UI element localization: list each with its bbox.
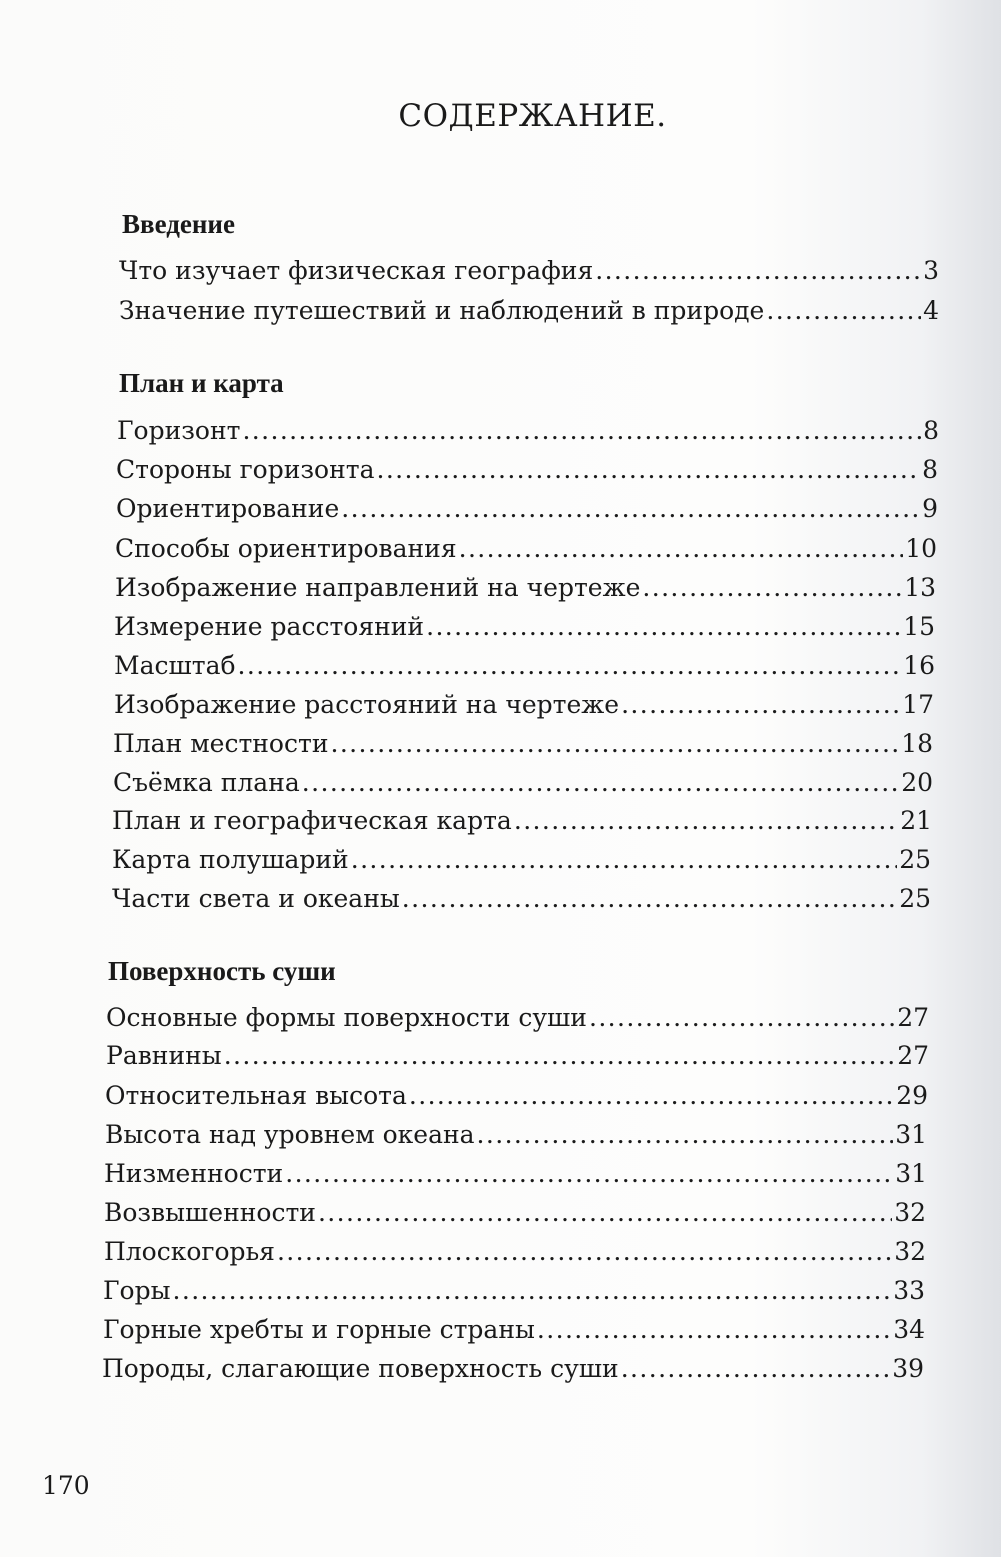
dot-leader bbox=[409, 1081, 894, 1110]
toc-entry bbox=[116, 455, 938, 484]
dot-leader bbox=[330, 729, 899, 758]
entry-title: Изображение расстояний на чертеже bbox=[114, 690, 620, 719]
dot-leader bbox=[242, 416, 921, 445]
toc-entry bbox=[103, 1315, 925, 1344]
entry-page-number: 31 bbox=[895, 1120, 927, 1149]
entry-page-number: 18 bbox=[901, 729, 933, 758]
entry-title: Съёмка плана bbox=[113, 768, 300, 797]
entry-page-number: 34 bbox=[893, 1315, 925, 1344]
entry-page-number: 8 bbox=[922, 455, 938, 484]
entry-title: Части света и океаны bbox=[112, 884, 400, 913]
entry-title: Изображение направлений на чертеже bbox=[115, 573, 641, 602]
page-title: СОДЕРЖАНИЕ. bbox=[398, 98, 667, 134]
entry-title: Что изучает физическая география bbox=[119, 256, 594, 285]
entry-title: Основные формы поверхности суши bbox=[106, 1003, 587, 1032]
entry-title: Низменности bbox=[104, 1159, 284, 1188]
toc-entry bbox=[106, 1041, 929, 1070]
dot-leader bbox=[402, 884, 897, 913]
entry-title: Породы, слагающие поверхность суши bbox=[102, 1354, 619, 1383]
entry-title: Горы bbox=[103, 1276, 171, 1305]
toc-entry bbox=[104, 1237, 926, 1266]
entry-page-number: 15 bbox=[903, 612, 935, 641]
dot-leader bbox=[642, 573, 902, 602]
toc-entry bbox=[114, 690, 934, 719]
entry-page-number: 27 bbox=[897, 1041, 929, 1070]
toc-entry bbox=[113, 768, 933, 797]
entry-title: Плоскогорья bbox=[104, 1237, 275, 1266]
entry-page-number: 32 bbox=[894, 1198, 926, 1227]
entry-page-number: 25 bbox=[899, 845, 931, 874]
dot-leader bbox=[766, 296, 921, 325]
toc-entry bbox=[114, 612, 935, 641]
entry-page-number: 17 bbox=[902, 690, 934, 719]
dot-leader bbox=[302, 768, 899, 797]
entry-page-number: 10 bbox=[905, 534, 937, 563]
toc-entry bbox=[119, 296, 939, 325]
entry-title: Горные хребты и горные страны bbox=[103, 1315, 535, 1344]
entry-page-number: 39 bbox=[892, 1354, 924, 1383]
toc-entry bbox=[112, 884, 931, 913]
page-number: 170 bbox=[42, 1471, 90, 1500]
entry-page-number: 21 bbox=[900, 806, 932, 835]
dot-leader bbox=[426, 612, 901, 641]
entry-title: Способы ориентирования bbox=[115, 534, 457, 563]
entry-page-number: 8 bbox=[923, 416, 939, 445]
dot-leader bbox=[224, 1041, 896, 1070]
dot-leader bbox=[173, 1276, 892, 1305]
dot-leader bbox=[277, 1237, 892, 1266]
section-heading: План и карта bbox=[119, 368, 284, 398]
toc-entry bbox=[105, 1081, 928, 1110]
toc-entry bbox=[104, 1159, 927, 1188]
toc-entry bbox=[117, 416, 939, 445]
entry-page-number: 13 bbox=[904, 573, 936, 602]
dot-leader bbox=[537, 1315, 891, 1344]
toc-entry bbox=[103, 1276, 925, 1305]
dot-leader bbox=[589, 1003, 895, 1032]
dot-leader bbox=[318, 1198, 892, 1227]
entry-page-number: 4 bbox=[923, 296, 939, 325]
entry-title: Ориентирование bbox=[116, 494, 340, 523]
toc-entry bbox=[112, 806, 932, 835]
entry-page-number: 31 bbox=[895, 1159, 927, 1188]
entry-title: План и географическая карта bbox=[112, 806, 512, 835]
entry-page-number: 29 bbox=[896, 1081, 928, 1110]
dot-leader bbox=[285, 1159, 893, 1188]
entry-title: Значение путешествий и наблюдений в природе bbox=[119, 296, 765, 325]
entry-page-number: 20 bbox=[901, 768, 933, 797]
dot-leader bbox=[621, 1354, 890, 1383]
toc-entry bbox=[119, 256, 939, 285]
entry-title: План местности bbox=[113, 729, 329, 758]
entry-title: Стороны горизонта bbox=[116, 455, 375, 484]
toc-entry bbox=[116, 494, 938, 523]
dot-leader bbox=[514, 806, 898, 835]
entry-page-number: 25 bbox=[899, 884, 931, 913]
entry-title: Карта полушарий bbox=[112, 845, 349, 874]
dot-leader bbox=[621, 690, 900, 719]
entry-page-number: 16 bbox=[903, 651, 935, 680]
entry-title: Относительная высота bbox=[105, 1081, 407, 1110]
entry-title: Возвышенности bbox=[104, 1198, 316, 1227]
entry-title: Горизонт bbox=[117, 416, 241, 445]
entry-title: Измерение расстояний bbox=[114, 612, 425, 641]
toc-entry bbox=[115, 534, 937, 563]
toc-entry bbox=[114, 651, 935, 680]
toc-entry bbox=[102, 1354, 924, 1383]
entry-page-number: 27 bbox=[897, 1003, 929, 1032]
dot-leader bbox=[351, 845, 897, 874]
toc-entry bbox=[115, 573, 936, 602]
entry-title: Равнины bbox=[106, 1041, 222, 1070]
toc-entry bbox=[112, 845, 931, 874]
toc-entry bbox=[105, 1120, 927, 1149]
entry-page-number: 3 bbox=[923, 256, 939, 285]
entry-title: Высота над уровнем океана bbox=[105, 1120, 475, 1149]
dot-leader bbox=[376, 455, 920, 484]
section-heading: Поверхность суши bbox=[108, 956, 336, 986]
entry-page-number: 32 bbox=[894, 1237, 926, 1266]
dot-leader bbox=[459, 534, 904, 563]
dot-leader bbox=[341, 494, 920, 523]
toc-entry bbox=[104, 1198, 926, 1227]
dot-leader bbox=[238, 651, 902, 680]
section-heading: Введение bbox=[122, 209, 235, 239]
dot-leader bbox=[477, 1120, 894, 1149]
entry-page-number: 33 bbox=[893, 1276, 925, 1305]
dot-leader bbox=[595, 256, 921, 285]
entry-page-number: 9 bbox=[922, 494, 938, 523]
toc-entry bbox=[106, 1003, 929, 1032]
toc-entry bbox=[113, 729, 933, 758]
entry-title: Масштаб bbox=[114, 651, 236, 680]
